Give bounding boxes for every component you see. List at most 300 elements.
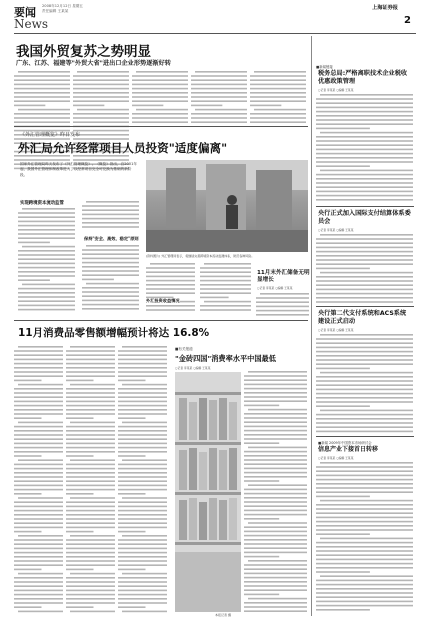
page-number: 2	[404, 15, 411, 26]
text-line	[254, 71, 306, 73]
sidebar-rule-2	[316, 306, 414, 307]
text-line	[118, 581, 167, 583]
text-line	[250, 75, 306, 77]
text-line	[204, 301, 251, 303]
text-line	[82, 291, 139, 293]
text-line	[14, 409, 63, 411]
text-line	[244, 606, 307, 608]
text-line	[14, 543, 63, 545]
text-line	[122, 459, 167, 461]
text-line	[82, 308, 139, 310]
text-line	[118, 514, 167, 516]
text-line	[118, 564, 167, 566]
text-line	[118, 354, 167, 356]
text-line	[14, 396, 63, 398]
text-line	[118, 417, 146, 419]
text-line	[73, 88, 129, 90]
text-line	[73, 84, 129, 86]
text-line	[118, 552, 167, 554]
text-line	[18, 242, 50, 244]
text-line	[18, 258, 75, 260]
text-line	[316, 182, 413, 184]
text-line	[18, 288, 75, 290]
text-line	[244, 421, 307, 423]
text-line	[316, 128, 370, 130]
text-line	[66, 548, 115, 550]
text-line	[320, 500, 413, 502]
text-line	[250, 84, 306, 86]
text-line	[18, 535, 63, 537]
feature-headline: 外汇局允许经常项目人员投资"适度偏离"	[18, 141, 228, 155]
text-line	[244, 379, 307, 381]
text-line	[70, 497, 115, 499]
lead-headline: 我国外贸复苏之势明显	[16, 44, 151, 60]
text-line	[14, 413, 63, 415]
body-text-lines	[256, 292, 310, 316]
section-label: News	[14, 17, 49, 31]
text-line	[316, 588, 413, 590]
text-line	[316, 405, 370, 407]
bottom-byline: ○记者 李某某 ○编辑 王某某	[175, 366, 211, 370]
text-line	[316, 584, 413, 586]
issue-editor: 责任编辑 王某某	[42, 9, 69, 13]
text-line	[66, 506, 115, 508]
text-line	[316, 563, 413, 565]
text-line	[132, 88, 188, 90]
text-line	[244, 585, 307, 587]
text-line	[316, 605, 413, 607]
text-line	[244, 514, 307, 516]
text-line	[191, 105, 222, 107]
sidebar-rule-1	[316, 206, 414, 207]
text-line	[66, 598, 115, 600]
text-line	[66, 392, 115, 394]
text-line	[136, 71, 188, 73]
text-line	[244, 400, 307, 402]
text-line	[316, 355, 413, 357]
text-line	[66, 501, 115, 503]
text-line	[18, 250, 75, 252]
text-line	[22, 246, 75, 248]
text-line	[66, 476, 115, 478]
text-line	[316, 592, 413, 594]
text-line	[316, 238, 413, 240]
text-line	[316, 384, 413, 386]
text-line	[244, 556, 279, 558]
text-line	[122, 535, 167, 537]
text-line	[244, 589, 307, 591]
text-line	[66, 380, 94, 382]
sidebar-item-2-title: 央行正式加入国际支付结算体系委员会	[318, 210, 411, 225]
text-line	[14, 569, 42, 571]
text-line	[18, 422, 63, 424]
text-line	[195, 71, 247, 73]
text-line	[250, 88, 306, 90]
text-line	[191, 92, 247, 94]
text-line	[244, 518, 279, 520]
text-line	[316, 363, 413, 365]
text-line	[244, 442, 279, 444]
text-line	[316, 389, 413, 391]
text-line	[18, 229, 75, 231]
text-line	[86, 245, 139, 247]
sidebar-item-4-body	[316, 461, 414, 613]
text-line	[248, 484, 307, 486]
shelf-illustration	[175, 372, 241, 612]
text-line	[118, 485, 167, 487]
text-line	[66, 552, 115, 554]
text-line	[316, 508, 413, 510]
text-line	[316, 596, 413, 598]
text-line	[14, 476, 63, 478]
text-line	[316, 289, 413, 291]
text-line	[14, 79, 70, 81]
text-line	[14, 401, 63, 403]
text-line	[22, 208, 75, 210]
text-line	[66, 485, 115, 487]
text-line	[66, 522, 115, 524]
text-line	[316, 554, 413, 556]
text-line	[77, 109, 129, 111]
text-line	[244, 564, 307, 566]
text-line	[316, 368, 370, 370]
text-line	[244, 459, 307, 461]
text-line	[122, 611, 167, 613]
text-line	[136, 109, 188, 111]
mid-headline: 11月末外汇储备无明显增长	[257, 270, 310, 283]
text-line	[66, 401, 115, 403]
text-line	[191, 100, 247, 102]
text-line	[86, 283, 139, 285]
body-text-lines	[82, 200, 140, 232]
text-line	[132, 100, 188, 102]
text-line	[316, 119, 413, 121]
text-line	[316, 483, 413, 485]
text-line	[118, 518, 167, 520]
text-line	[118, 434, 167, 436]
text-line	[316, 149, 413, 151]
text-line	[316, 397, 413, 399]
text-line	[244, 434, 307, 436]
text-line	[14, 489, 63, 491]
text-line	[244, 539, 307, 541]
mid-body	[256, 292, 310, 316]
text-line	[244, 568, 307, 570]
text-line	[18, 309, 75, 311]
text-line	[14, 447, 63, 449]
text-line	[320, 334, 413, 336]
text-line	[82, 222, 139, 224]
text-line	[70, 573, 115, 575]
text-line	[146, 271, 195, 273]
text-line	[244, 430, 307, 432]
text-line	[316, 242, 413, 244]
text-line	[200, 305, 251, 307]
text-line	[66, 434, 115, 436]
body-text-lines	[244, 370, 308, 614]
lead-body-col-5	[250, 70, 307, 126]
text-line	[18, 237, 75, 239]
text-line	[66, 472, 115, 474]
text-line	[82, 270, 139, 272]
text-line	[316, 191, 413, 193]
text-line	[146, 284, 195, 286]
text-line	[66, 371, 115, 373]
text-line	[118, 480, 167, 482]
text-line	[118, 464, 167, 466]
text-line	[316, 247, 413, 249]
text-line	[14, 485, 63, 487]
text-line	[66, 447, 115, 449]
text-line	[244, 392, 307, 394]
text-line	[316, 470, 413, 472]
text-line	[73, 92, 129, 94]
text-line	[18, 221, 75, 223]
feature-subhead-3: 外汇投资收益情况	[146, 298, 180, 303]
body-text-lines	[316, 93, 414, 205]
text-line	[66, 426, 115, 428]
text-line	[200, 309, 251, 311]
text-line	[82, 249, 139, 251]
text-line	[73, 105, 104, 107]
text-line	[244, 497, 307, 499]
text-line	[18, 71, 70, 73]
text-line	[316, 496, 370, 498]
text-line	[244, 552, 307, 554]
text-line	[244, 594, 279, 596]
text-line	[200, 292, 251, 294]
body-text-lines	[18, 207, 76, 315]
text-line	[18, 497, 63, 499]
text-line	[14, 455, 42, 457]
text-line	[14, 88, 70, 90]
text-line	[66, 417, 94, 419]
text-line	[14, 113, 70, 115]
text-line	[14, 354, 63, 356]
body-text-lines	[316, 333, 414, 433]
text-line	[118, 443, 167, 445]
text-line	[66, 451, 115, 453]
text-line	[316, 426, 413, 428]
text-line	[316, 268, 370, 270]
text-line	[316, 165, 370, 167]
text-line	[118, 392, 167, 394]
text-line	[66, 577, 115, 579]
text-line	[244, 413, 307, 415]
text-line	[316, 161, 413, 163]
text-line	[118, 548, 167, 550]
text-line	[18, 275, 75, 277]
text-line	[122, 573, 167, 575]
text-line	[316, 342, 413, 344]
text-line	[66, 438, 115, 440]
text-line	[118, 447, 167, 449]
text-line	[14, 518, 63, 520]
text-line	[118, 380, 146, 382]
text-line	[250, 113, 306, 115]
text-line	[14, 539, 63, 541]
text-line	[118, 489, 167, 491]
text-line	[82, 274, 139, 276]
text-line	[73, 96, 129, 98]
text-line	[66, 606, 94, 608]
text-line	[316, 529, 413, 531]
text-line	[18, 263, 75, 265]
text-line	[316, 431, 413, 433]
text-line	[66, 409, 115, 411]
sidebar-item-1-title: 税务总局:严格离职技术企业税收优惠政策管理	[318, 70, 408, 85]
text-line	[118, 606, 146, 608]
text-line	[14, 501, 63, 503]
news-photo	[146, 160, 308, 252]
masthead-rule	[14, 33, 416, 34]
text-line	[118, 472, 167, 474]
text-line	[14, 451, 63, 453]
text-line	[82, 218, 139, 220]
text-line	[316, 280, 413, 282]
text-line	[244, 438, 307, 440]
text-line	[244, 602, 307, 604]
text-line	[122, 384, 167, 386]
text-line	[18, 225, 75, 227]
text-line	[195, 109, 247, 111]
text-line	[82, 304, 139, 306]
text-line	[146, 267, 195, 269]
text-line	[200, 276, 251, 278]
text-line	[316, 512, 413, 514]
text-line	[316, 338, 413, 340]
text-line	[18, 212, 75, 214]
text-line	[316, 347, 413, 349]
text-line	[118, 388, 167, 390]
text-line	[320, 410, 413, 412]
text-line	[118, 556, 167, 558]
text-line	[316, 178, 413, 180]
text-line	[73, 159, 129, 161]
text-line	[256, 314, 309, 316]
text-line	[73, 113, 129, 115]
text-line	[316, 140, 413, 142]
text-line	[316, 136, 413, 138]
text-line	[146, 309, 195, 311]
text-line	[14, 585, 63, 587]
text-line	[118, 409, 167, 411]
text-line	[316, 401, 413, 403]
text-line	[244, 535, 307, 537]
text-line	[66, 527, 115, 529]
text-line	[260, 293, 309, 295]
text-line	[132, 79, 188, 81]
text-line	[191, 79, 247, 81]
text-line	[256, 301, 309, 303]
text-line	[200, 284, 251, 286]
text-line	[73, 79, 129, 81]
text-line	[118, 493, 146, 495]
text-line	[14, 472, 63, 474]
text-line	[82, 262, 139, 264]
text-line	[316, 153, 413, 155]
bottom-headline: "金砖四国"消费率水平中国最低	[175, 354, 276, 363]
text-line	[82, 214, 139, 216]
text-line	[14, 380, 42, 382]
sidebar-item-3-byline: ○记者 李某某 ○编辑 王某某	[318, 328, 354, 332]
text-line	[66, 464, 115, 466]
text-line	[82, 226, 139, 228]
text-line	[244, 505, 307, 507]
text-line	[18, 573, 63, 575]
text-line	[250, 92, 306, 94]
text-line	[14, 443, 63, 445]
shelf-photo-credit: 本报记者 摄	[215, 613, 231, 617]
text-line	[82, 205, 139, 207]
sidebar-item-3-title: 央行第二代支付系统和ACS系统建设正式启动	[318, 310, 407, 325]
text-line	[73, 75, 129, 77]
text-line	[18, 292, 75, 294]
text-line	[244, 463, 307, 465]
text-line	[66, 396, 115, 398]
body-text-lines	[146, 262, 196, 314]
text-line	[18, 300, 75, 302]
text-line	[316, 255, 413, 257]
text-line	[316, 393, 413, 395]
retail-body-col-1	[14, 345, 64, 615]
text-line	[256, 297, 309, 299]
text-line	[18, 267, 75, 269]
text-line	[316, 263, 413, 265]
text-line	[18, 384, 63, 386]
text-line	[204, 263, 251, 265]
text-line	[316, 102, 413, 104]
text-line	[118, 413, 167, 415]
text-line	[73, 121, 129, 123]
text-line	[73, 117, 129, 119]
text-line	[248, 522, 307, 524]
sidebar-item-3-body	[316, 333, 414, 433]
text-line	[118, 363, 167, 365]
body-text-lines	[66, 345, 116, 615]
text-line	[14, 514, 63, 516]
text-line	[316, 284, 413, 286]
text-line	[146, 305, 195, 307]
feature-subhead-1: 实现跨境资本流动监管	[20, 201, 64, 206]
text-line	[316, 487, 413, 489]
text-line	[14, 522, 63, 524]
text-line	[146, 288, 195, 290]
text-line	[73, 130, 129, 132]
text-line	[316, 414, 413, 416]
text-line	[66, 350, 115, 352]
issue-info: 2008年12月12日 星期五	[42, 4, 83, 8]
photo-illustration	[146, 160, 308, 252]
feature-body-col-4	[200, 262, 252, 314]
text-line	[256, 310, 309, 312]
text-line	[316, 186, 413, 188]
text-line	[256, 306, 309, 308]
text-line	[244, 476, 307, 478]
text-line	[118, 350, 167, 352]
text-line	[118, 569, 146, 571]
text-line	[66, 455, 94, 457]
text-line	[14, 602, 63, 604]
text-line	[191, 113, 247, 115]
text-line	[66, 430, 115, 432]
lead-body-col-3	[132, 70, 189, 126]
text-line	[250, 100, 306, 102]
text-line	[66, 594, 115, 596]
text-line	[316, 351, 413, 353]
text-line	[132, 96, 188, 98]
text-line	[118, 476, 167, 478]
